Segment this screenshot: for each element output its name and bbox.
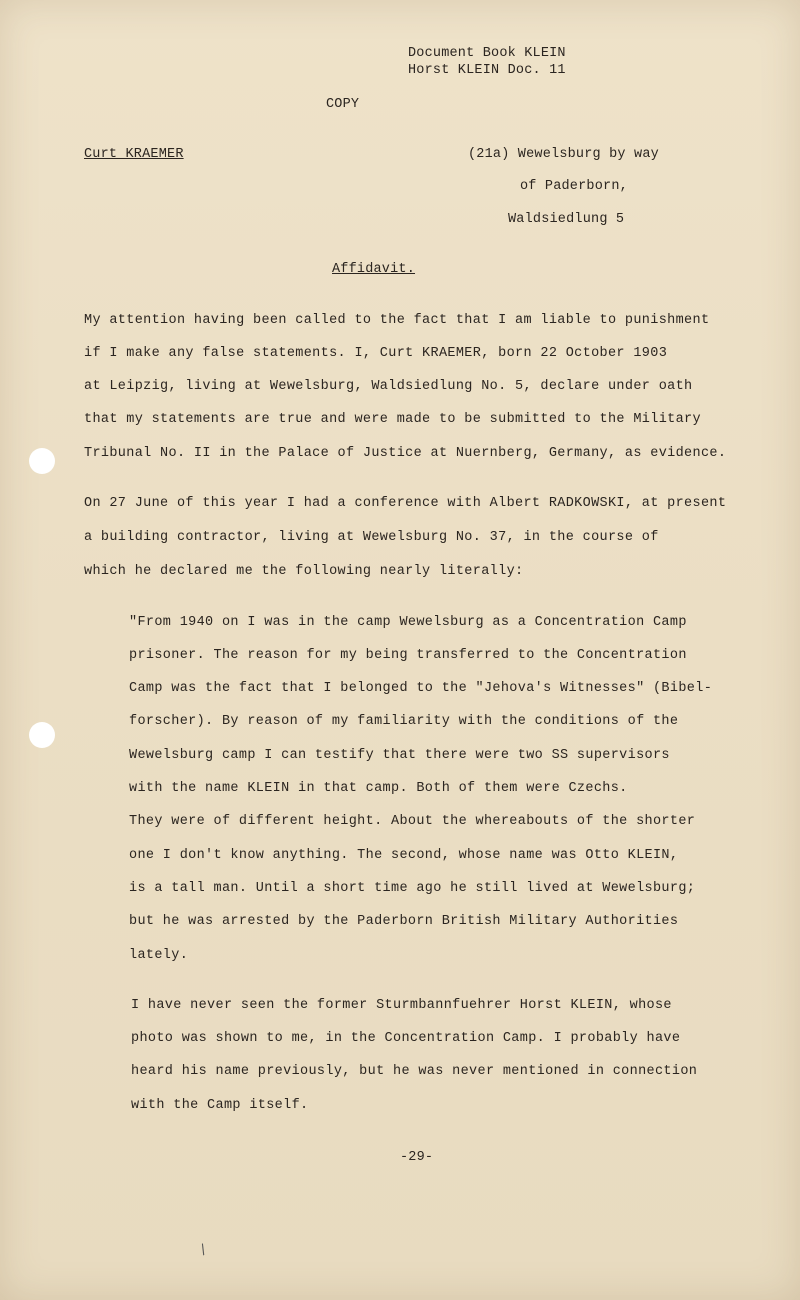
sender-name: Curt KRAEMER (84, 147, 184, 162)
quote-line: heard his name previously, but he was never mentioned in connection (131, 1064, 698, 1079)
quote-line: photo was shown to me, in the Concentration Camp. I probably have (131, 1031, 681, 1046)
address-line-3: Waldsiedlung 5 (508, 212, 625, 227)
paragraph-line: My attention having been called to the fact that I am liable to punishment (84, 313, 710, 328)
quote-line: forscher). By reason of my familiarity with the conditions of the (129, 714, 679, 729)
quote-line: Wewelsburg camp I can testify that there were two SS supervisors (129, 748, 670, 763)
paragraph-line: a building contractor, living at Wewelsburg No. 37, in the course of (84, 530, 659, 545)
doc-number-line: Horst KLEIN Doc. 11 (408, 63, 566, 78)
address-line-2: of Paderborn, (520, 179, 628, 194)
paragraph-line: that my statements are true and were made to be submitted to the Military (84, 412, 701, 427)
quote-line: is a tall man. Until a short time ago he still lived at Wewelsburg; (129, 881, 696, 896)
page-number: -29- (400, 1150, 434, 1165)
quote-line: but he was arrested by the Paderborn British Military Authorities (129, 914, 679, 929)
quote-line: with the Camp itself. (131, 1098, 309, 1113)
copy-label: COPY (326, 97, 360, 112)
quote-line: "From 1940 on I was in the camp Wewelsburg as a Concentration Camp (129, 615, 687, 630)
paragraph-line: which he declared me the following nearly literally: (84, 564, 524, 579)
paragraph-line: if I make any false statements. I, Curt KRAEMER, born 22 October 1903 (84, 346, 668, 361)
affidavit-title: Affidavit. (332, 262, 416, 277)
punch-hole (29, 448, 55, 474)
paragraph-line: Tribunal No. II in the Palace of Justice at Nuernberg, Germany, as evidence. (84, 446, 727, 461)
address-line-1: (21a) Wewelsburg by way (468, 147, 659, 162)
quote-line: Camp was the fact that I belonged to the "Jehova's Witnesses" (Bibel- (129, 681, 713, 696)
quote-line: with the name KLEIN in that camp. Both of them were Czechs. (129, 781, 628, 796)
quote-line: prisoner. The reason for my being transferred to the Concentration (129, 648, 687, 663)
pencil-mark: / (196, 1242, 213, 1260)
quote-line: one I don't know anything. The second, whose name was Otto KLEIN, (129, 848, 679, 863)
quote-line: lately. (129, 948, 189, 963)
quote-line: I have never seen the former Sturmbannfuehrer Horst KLEIN, whose (131, 998, 672, 1013)
punch-hole (29, 722, 55, 748)
paragraph-line: On 27 June of this year I had a conference with Albert RADKOWSKI, at present (84, 496, 727, 511)
document-book-line: Document Book KLEIN (408, 46, 566, 61)
quote-line: They were of different height. About the whereabouts of the shorter (129, 814, 696, 829)
paragraph-line: at Leipzig, living at Wewelsburg, Waldsiedlung No. 5, declare under oath (84, 379, 693, 394)
